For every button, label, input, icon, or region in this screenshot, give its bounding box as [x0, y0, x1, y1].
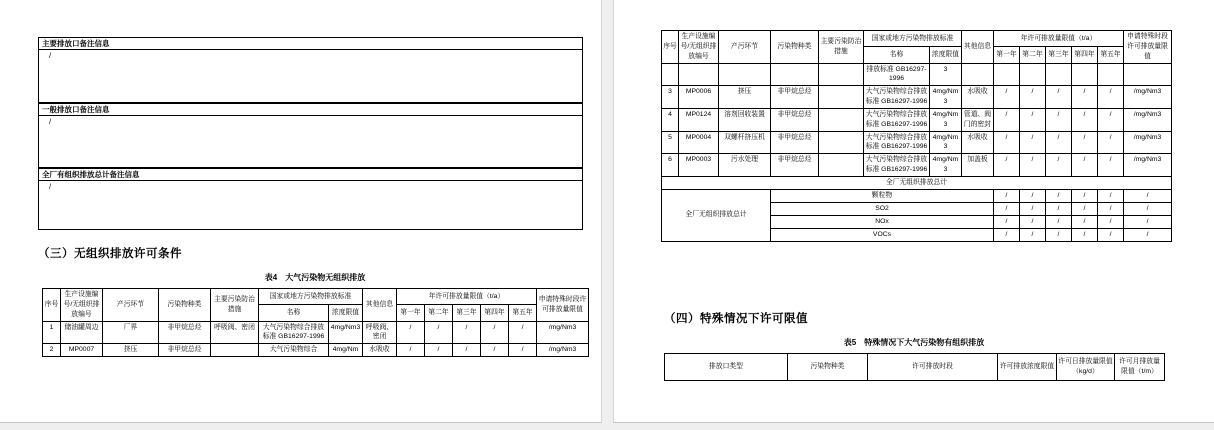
table-cell: 5: [662, 131, 679, 154]
special-case-emission-table: [664, 353, 1165, 381]
table-cell: [1098, 63, 1124, 86]
table5-title: 表5 特殊情况下大气污染物有组织排放: [843, 338, 985, 347]
table-cell: 溶剂回收装置: [719, 108, 771, 131]
table-cell: /: [1046, 189, 1072, 202]
column-header-limit: 浓度限值: [930, 47, 962, 63]
column-header-process: 产污环节: [719, 31, 771, 64]
unorganized-emission-table-right: [661, 30, 1172, 242]
table-cell: /mg/Nm3: [537, 344, 589, 357]
table-cell: /: [481, 321, 509, 344]
table-cell: /: [1020, 108, 1046, 131]
column-header-year3: 第三年: [1046, 47, 1072, 63]
table-cell: /mg/Nm3: [1124, 154, 1172, 177]
column-header-pollutant: 污染物种类: [159, 289, 211, 322]
table-cell: 4mg/Nm3: [329, 321, 363, 344]
column-header-year2: 第二年: [425, 305, 453, 321]
table-cell: /: [994, 215, 1020, 228]
column-header-year2: 第二年: [1020, 47, 1046, 63]
header-row: [665, 354, 1165, 381]
table5-wrap: [664, 337, 1164, 381]
table-cell: MP0004: [679, 131, 719, 154]
table-cell: /: [509, 321, 537, 344]
table4-title: 表4 大气污染物无组织排放: [264, 273, 366, 282]
table-cell: [819, 86, 864, 109]
table-cell: [994, 63, 1020, 86]
note-box-content: /: [38, 181, 583, 230]
table-cell: /: [1046, 228, 1072, 241]
table-cell: /: [1072, 189, 1098, 202]
column-header-pollutant: 污染物种类: [788, 354, 868, 381]
table-cell: 非甲烷总烃: [771, 154, 819, 177]
column-header-year4: 第四年: [1072, 47, 1098, 63]
unorganized-emission-table-left: [42, 288, 589, 357]
table-cell: 1: [43, 321, 61, 344]
header-row: [662, 31, 1172, 47]
table-cell: 非甲烷总烃: [771, 86, 819, 109]
table-cell: [719, 63, 771, 86]
column-header-daily-limit: 许可日排放量限值（kg/d）: [1057, 354, 1115, 381]
table-cell: /: [1072, 215, 1098, 228]
table-cell: 呼吸阀、密闭: [363, 321, 397, 344]
table-cell: [771, 63, 819, 86]
table-cell: /: [509, 344, 537, 357]
table-cell: 3: [662, 86, 679, 109]
column-header-year5: 第五年: [509, 305, 537, 321]
table-cell: /: [453, 344, 481, 357]
table-cell: /: [1098, 189, 1124, 202]
table-cell: 污水处理: [719, 154, 771, 177]
pollutant-name-cell: NOx: [771, 215, 994, 228]
section-heading-4: （四）特殊情况下许可限值: [664, 313, 808, 325]
column-header-permit-period: 许可排放时段: [868, 354, 998, 381]
table-cell: /: [1098, 86, 1124, 109]
note-box-content: /: [38, 116, 583, 168]
column-header-year1: 第一年: [994, 47, 1020, 63]
table-cell: 储油罐周边: [61, 321, 103, 344]
column-header-year5: 第五年: [1098, 47, 1124, 63]
table-cell: 厂界: [103, 321, 159, 344]
table-cell: [662, 63, 679, 86]
column-header-year3: 第三年: [453, 305, 481, 321]
column-header-facility: 生产设施编号/无组织排放编号: [61, 289, 103, 322]
table-cell: /: [1072, 131, 1098, 154]
table-cell: /mg/Nm3: [1124, 108, 1172, 131]
column-header-standard-name: 名称: [259, 305, 329, 321]
table-cell: /: [1124, 215, 1172, 228]
table-cell: /: [1124, 202, 1172, 215]
main-outlet-note-box: [38, 37, 583, 103]
table-cell: 挤压: [103, 344, 159, 357]
pollutant-name-cell: SO2: [771, 202, 994, 215]
document-page-left: [0, 0, 602, 423]
table-cell: /: [994, 131, 1020, 154]
table-cell: 加盖板: [962, 154, 994, 177]
table-cell: 4mg/Nm3: [930, 131, 962, 154]
column-header-facility: 生产设施编号/无组织排放编号: [679, 31, 719, 64]
column-header-serial: 序号: [662, 31, 679, 64]
table-cell: /mg/Nm3: [1124, 86, 1172, 109]
table-cell: [819, 131, 864, 154]
plant-total-banner: 全厂无组织排放总计: [662, 176, 1172, 189]
table-cell: [1072, 63, 1098, 86]
pollutant-name-cell: VOCs: [771, 228, 994, 241]
table-cell: 非甲烷总烃: [771, 131, 819, 154]
table-cell: 非甲烷总烃: [159, 321, 211, 344]
table-cell: 大气污染物综合: [259, 344, 329, 357]
column-header-standard-group: 国家或地方污染物排放标准: [864, 31, 962, 47]
table-cell: [1020, 63, 1046, 86]
table-cell: 4: [662, 108, 679, 131]
table-cell: /: [1072, 228, 1098, 241]
table-cell: [819, 63, 864, 86]
table-cell: /: [1098, 154, 1124, 177]
table-cell: 双螺杆挤压机: [719, 131, 771, 154]
table-cell: /: [1046, 108, 1072, 131]
table-row: [662, 131, 1172, 154]
table-cell: 3: [930, 63, 962, 86]
table-cell: /: [994, 108, 1020, 131]
table-cell: 大气污染物综合排放标准 GB16297-1996: [864, 86, 930, 109]
table4-left-wrap: [42, 272, 588, 357]
plant-total-note-box: [38, 168, 583, 230]
table-cell: /: [1072, 154, 1098, 177]
table-cell: 大气污染物综合排放标准 GB16297-1996: [864, 154, 930, 177]
table-cell: /: [1072, 108, 1098, 131]
column-header-special: 申请特殊时段许可排放量限值: [537, 289, 589, 322]
table-cell: /: [1020, 215, 1046, 228]
table-row: [662, 63, 1172, 86]
table-cell: 呼吸阀、密闭: [211, 321, 259, 344]
table-cell: /: [481, 344, 509, 357]
column-header-other: 其他信息: [962, 31, 994, 64]
column-header-annual-group: 年许可排放量限值（t/a）: [994, 31, 1124, 47]
table-cell: /: [1124, 189, 1172, 202]
column-header-concentration-limit: 许可排放浓度限值: [998, 354, 1057, 381]
note-box-label: 一般排放口备注信息: [38, 103, 583, 116]
table-cell: [1124, 63, 1172, 86]
table-row: [43, 321, 589, 344]
table-cell: 6: [662, 154, 679, 177]
table-cell: /: [994, 154, 1020, 177]
column-header-year4: 第四年: [481, 305, 509, 321]
column-header-process: 产污环节: [103, 289, 159, 322]
table-cell: /: [1046, 154, 1072, 177]
column-header-limit: 浓度限值: [329, 305, 363, 321]
table-cell: 4mg/Nm: [329, 344, 363, 357]
column-header-standard-group: 国家或地方污染物排放标准: [259, 289, 363, 305]
table-cell: MP0007: [61, 344, 103, 357]
table-cell: 大气污染物综合排放标准 GB16297-1996: [259, 321, 329, 344]
table-cell: [819, 108, 864, 131]
column-header-monthly-limit: 许可月排放量限值（t/m）: [1115, 354, 1165, 381]
table-cell: [679, 63, 719, 86]
table-cell: 挤压: [719, 86, 771, 109]
section-heading-3: （三）无组织排放许可条件: [38, 248, 182, 260]
general-outlet-note-box: [38, 103, 583, 168]
table-cell: /: [1098, 108, 1124, 131]
plant-total-row: [662, 189, 1172, 202]
plant-total-banner-row: [662, 176, 1172, 189]
table-cell: /: [1098, 228, 1124, 241]
table-cell: 4mg/Nm3: [930, 108, 962, 131]
table-cell: /: [1072, 86, 1098, 109]
table-cell: 非甲烷总烃: [159, 344, 211, 357]
column-header-outlet-type: 排放口类型: [665, 354, 788, 381]
table-cell: 大气污染物综合排放标准 GB16297-1996: [864, 108, 930, 131]
table-cell: /: [425, 321, 453, 344]
table-cell: /: [1020, 86, 1046, 109]
column-header-other: 其他信息: [363, 289, 397, 322]
plant-total-label: 全厂无组织排放总计: [662, 189, 771, 241]
table-row: [662, 108, 1172, 131]
table-cell: /: [1046, 86, 1072, 109]
table-cell: [819, 154, 864, 177]
table-cell: 非甲烷总烃: [771, 108, 819, 131]
table-row: [662, 86, 1172, 109]
table-cell: 水吸收: [962, 86, 994, 109]
table-cell: 大气污染物综合排放标准 GB16297-1996: [864, 131, 930, 154]
table-cell: 4mg/Nm3: [930, 154, 962, 177]
table-cell: /: [1020, 131, 1046, 154]
table-cell: /: [1020, 228, 1046, 241]
table-cell: 排放标准 GB16297-1996: [864, 63, 930, 86]
pollutant-name-cell: 颗粒物: [771, 189, 994, 202]
table-cell: /: [994, 202, 1020, 215]
table-cell: 管道、阀门的密封: [962, 108, 994, 131]
table-cell: /: [397, 321, 425, 344]
table-cell: /: [1098, 202, 1124, 215]
column-header-measures: 主要污染防治措施: [211, 289, 259, 322]
table-cell: /: [453, 321, 481, 344]
table-cell: MP0124: [679, 108, 719, 131]
table-cell: /: [425, 344, 453, 357]
note-box-label: 主要排放口备注信息: [38, 37, 583, 50]
table-cell: /: [1072, 202, 1098, 215]
table-cell: /: [397, 344, 425, 357]
table-cell: /: [1124, 228, 1172, 241]
table-cell: /: [1020, 154, 1046, 177]
table-cell: 2: [43, 344, 61, 357]
column-header-standard-name: 名称: [864, 47, 930, 63]
table-cell: 水吸收: [363, 344, 397, 357]
note-box-content: /: [38, 50, 583, 103]
table-row: [662, 154, 1172, 177]
table-cell: /: [1046, 202, 1072, 215]
table-cell: /: [1046, 215, 1072, 228]
table-cell: /: [1020, 189, 1046, 202]
table4-right-wrap: [661, 30, 1171, 242]
note-box-label: 全厂有组织排放总计备注信息: [38, 168, 583, 181]
column-header-year1: 第一年: [397, 305, 425, 321]
table-cell: /: [994, 86, 1020, 109]
table-cell: MP0006: [679, 86, 719, 109]
column-header-special: 申请特殊时段许可排放量限值: [1124, 31, 1172, 64]
table-cell: /mg/Nm3: [1124, 131, 1172, 154]
table-cell: /: [1020, 202, 1046, 215]
table-cell: 4mg/Nm3: [930, 86, 962, 109]
column-header-pollutant: 污染物种类: [771, 31, 819, 64]
table-cell: /: [1046, 131, 1072, 154]
table-cell: 水吸收: [962, 131, 994, 154]
header-row: [43, 289, 589, 305]
table-row: [43, 344, 589, 357]
column-header-measures: 主要污染防治措施: [819, 31, 864, 64]
table-cell: [962, 63, 994, 86]
table-cell: /mg/Nm3: [537, 321, 589, 344]
table-cell: /: [994, 189, 1020, 202]
column-header-serial: 序号: [43, 289, 61, 322]
table-cell: [1046, 63, 1072, 86]
table-cell: MP0003: [679, 154, 719, 177]
table-cell: [211, 344, 259, 357]
table-cell: /: [1098, 131, 1124, 154]
table-cell: /: [994, 228, 1020, 241]
table-cell: /: [1098, 215, 1124, 228]
document-page-right: [613, 0, 1214, 423]
column-header-annual-group: 年许可排放量限值（t/a）: [397, 289, 537, 305]
